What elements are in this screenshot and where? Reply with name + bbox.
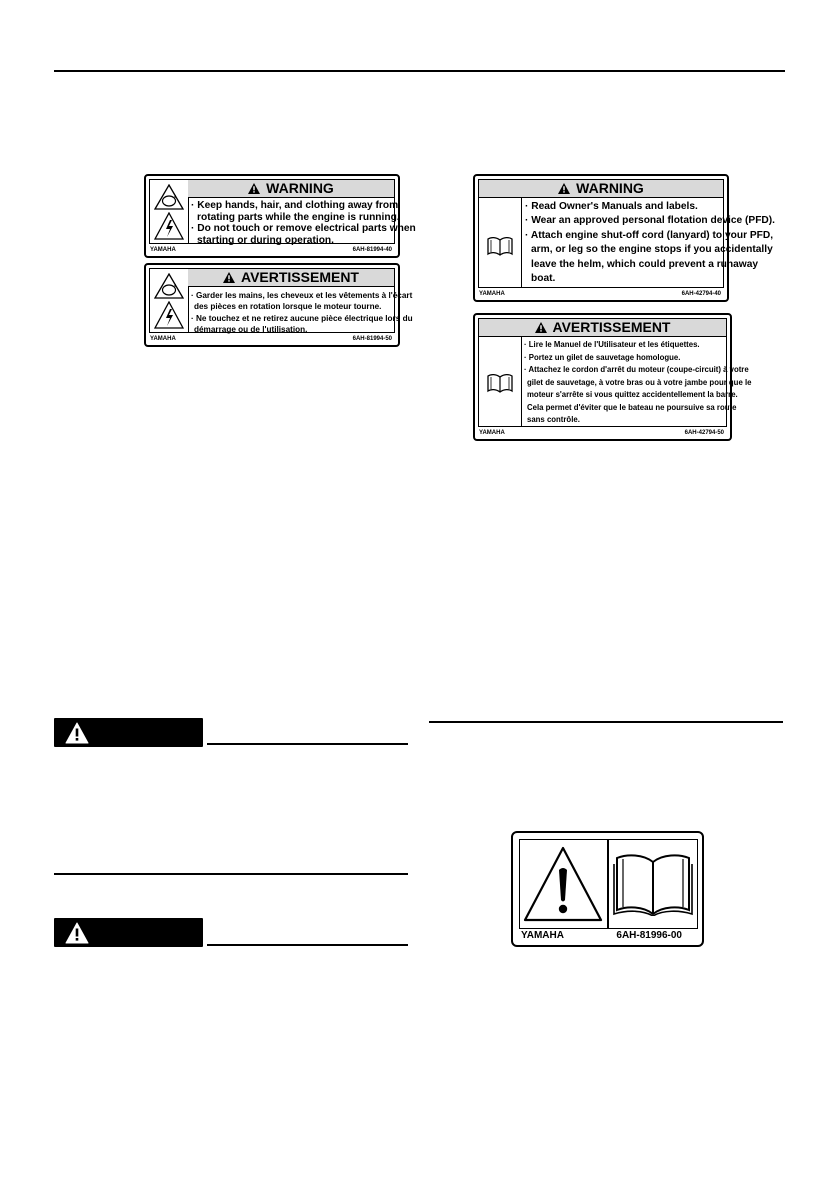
- warning-triangle-icon: [223, 270, 235, 287]
- electric-shock-icon: [154, 212, 184, 245]
- label-line: leave the helm, which could prevent a runaway: [531, 258, 759, 270]
- label-line: · Keep hands, hair, and clothing away from: [191, 200, 399, 211]
- label-frame: [478, 179, 776, 288]
- warning-label-fr-lanyard: [473, 313, 752, 441]
- warning-triangle-icon: [558, 181, 570, 198]
- pictogram-divider: [607, 840, 609, 928]
- brand-name: YAMAHA: [521, 930, 564, 941]
- label-line: démarrage ou de l'utilisation.: [194, 324, 308, 334]
- label-line: · Ne touchez et ne retirez aucune pièce électrique lors du: [191, 313, 413, 323]
- label-header: [479, 180, 723, 198]
- label-icon-column: [479, 337, 522, 426]
- label-line: Cela permet d'éviter que le bateau ne poursuive sa route: [527, 402, 737, 412]
- label-line: · Attachez le cordon d'arrêt du moteur (coupe-circuit) à votre: [524, 365, 749, 374]
- label-line: · Portez un gilet de sauvetage homologue.: [524, 352, 681, 362]
- label-footer: [479, 288, 721, 300]
- label-header: [479, 319, 726, 337]
- label-line: · Garder les mains, les cheveux et les vêtements à l'écart: [191, 291, 413, 300]
- label-line: rotating parts while the engine is running.: [197, 211, 400, 223]
- label-icon-column: [479, 198, 522, 287]
- label-line: moteur s'arrête si vous quittez accidentellement la barre.: [527, 390, 738, 399]
- part-number: 6AH-81994-50: [352, 336, 392, 342]
- label-header: [188, 180, 394, 198]
- section-divider: [54, 873, 408, 875]
- label-footer: [479, 427, 724, 439]
- label-line: starting or during operation.: [197, 234, 334, 246]
- electric-shock-icon: [154, 301, 184, 334]
- label-body: [524, 339, 752, 427]
- book-icon: [487, 373, 513, 398]
- label-footer: [150, 244, 392, 256]
- rotation-icon: [154, 273, 184, 304]
- brand-name: YAMAHA: [479, 291, 505, 297]
- caution-heading-rule: [207, 743, 408, 745]
- part-number: 6AH-81996-00: [616, 930, 682, 941]
- label-header-text: WARNING: [266, 180, 334, 196]
- warning-triangle-icon: [65, 922, 89, 944]
- label-icon-column: [150, 269, 189, 332]
- label-line: · Do not touch or remove electrical parts when: [191, 223, 416, 235]
- part-number: 6AH-42794-40: [681, 291, 721, 297]
- label-header-text: AVERTISSEMENT: [241, 269, 359, 285]
- label-line: · Attach engine shut-off cord (lanyard) to your PFD,: [525, 229, 774, 241]
- caution-heading-bar: [54, 718, 203, 747]
- label-line: boat.: [531, 273, 556, 285]
- brand-name: YAMAHA: [479, 430, 505, 436]
- label-frame: [149, 268, 413, 334]
- warning-triangle-icon: [523, 846, 603, 927]
- label-header-text: AVERTISSEMENT: [552, 319, 671, 335]
- label-body: [525, 200, 776, 286]
- pictogram-label: [511, 831, 704, 947]
- label-header-text: WARNING: [576, 180, 644, 196]
- label-frame: [519, 839, 698, 929]
- warning-label-fr-rotating: [144, 263, 413, 347]
- caution-heading-rule: [207, 944, 408, 946]
- label-icon-column: [150, 180, 189, 243]
- section-divider: [429, 721, 783, 723]
- label-line: sans contrôle.: [527, 415, 580, 424]
- label-header: [188, 269, 394, 287]
- label-line: · Lire le Manuel de l'Utilisateur et les étiquettes.: [524, 340, 700, 349]
- brand-name: YAMAHA: [150, 247, 176, 253]
- part-number: 6AH-81994-40: [352, 247, 392, 253]
- part-number: 6AH-42794-50: [684, 430, 724, 436]
- warning-triangle-icon: [65, 722, 89, 744]
- caution-heading-bar: [54, 918, 203, 947]
- label-line: des pièces en rotation lorsque le moteur tourne.: [194, 302, 382, 312]
- top-rule: [54, 70, 785, 72]
- label-footer: [521, 929, 682, 943]
- label-line: · Wear an approved personal flotation device (PFD).: [525, 215, 776, 227]
- label-line: gilet de sauvetage, à votre bras ou à votre jambe pour que le: [527, 377, 752, 387]
- rotation-icon: [154, 184, 184, 215]
- label-body: [191, 200, 416, 246]
- book-icon: [487, 236, 513, 261]
- warning-triangle-icon: [248, 181, 260, 198]
- label-footer: [150, 333, 392, 345]
- warning-triangle-icon: [535, 320, 547, 337]
- label-line: · Read Owner's Manuals and labels.: [525, 201, 698, 212]
- warning-label-en-rotating: [144, 174, 416, 258]
- label-line: arm, or leg so the engine stops if you accidentally: [531, 244, 773, 256]
- book-icon: [613, 852, 693, 921]
- label-frame: [478, 318, 752, 427]
- label-frame: [149, 179, 416, 246]
- brand-name: YAMAHA: [150, 336, 176, 342]
- warning-label-en-lanyard: [473, 174, 776, 302]
- label-body: [191, 290, 413, 335]
